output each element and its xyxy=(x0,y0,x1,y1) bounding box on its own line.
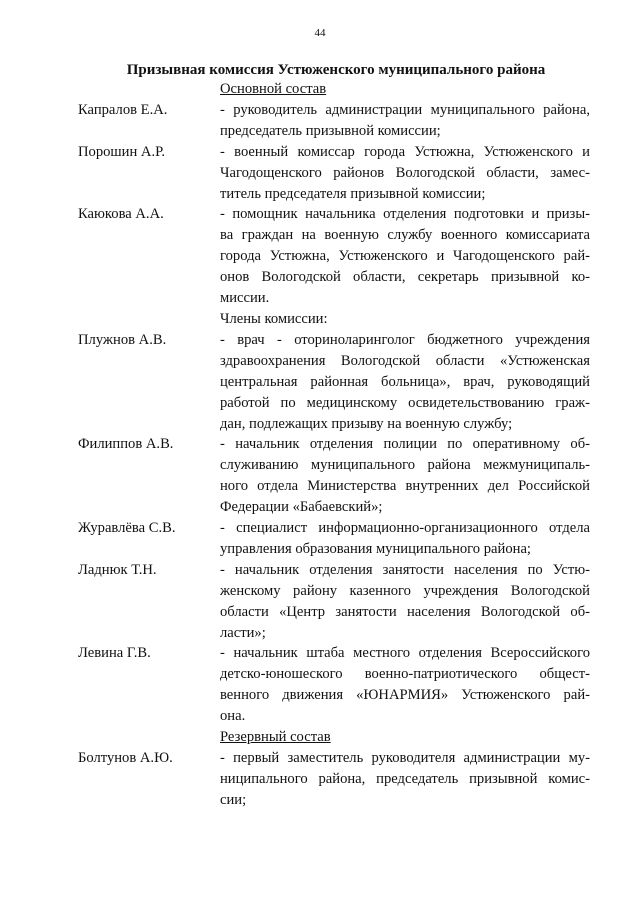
commission-member-row xyxy=(78,643,590,727)
member-role xyxy=(220,434,590,518)
member-role-line: ного отдела Министерства внутренних дел Российской xyxy=(220,478,590,495)
member-role-line: области «Центр занятости населения Вологодской об- xyxy=(220,603,590,620)
member-role-line: работой по медицинскому освидетельствованию граж- xyxy=(220,394,590,411)
member-role-line: миссии. xyxy=(220,290,270,307)
document-title: Призывная комиссия Устюженского муниципального района xyxy=(126,62,546,78)
member-role-line: она. xyxy=(220,708,246,725)
members-heading: Члены комиссии: xyxy=(220,310,328,327)
commission-member-row xyxy=(78,434,590,518)
member-name: Филиппов А.В. xyxy=(78,436,174,453)
member-role-line: сии; xyxy=(220,791,247,808)
member-role-line: председатель призывной комиссии; xyxy=(220,122,441,139)
commission-list xyxy=(78,79,590,811)
reserve-section-heading: Резервный состав xyxy=(220,729,331,746)
member-role xyxy=(220,560,590,644)
member-role-line: - специалист информационно-организационного отдела xyxy=(220,520,590,537)
member-role-line: - врач - оториноларинголог бюджетного учреждения xyxy=(220,331,590,348)
member-role-line: - руководитель администрации муниципального района, xyxy=(220,101,590,118)
member-name: Каюкова А.А. xyxy=(78,206,164,223)
commission-member-row xyxy=(78,142,590,205)
member-role xyxy=(220,643,590,727)
member-role xyxy=(220,330,590,435)
member-role-line: служиванию муниципального района межмуниципаль- xyxy=(220,457,590,474)
member-role-line: онов Вологодской области, секретарь призывной ко- xyxy=(220,269,590,286)
member-role-line: Чагодощенского районов Вологодской области, замес- xyxy=(220,164,590,181)
member-role-line: - начальник отделения занятости населения по Устю- xyxy=(220,561,590,578)
commission-member-row xyxy=(78,330,590,435)
commission-member-row xyxy=(78,560,590,644)
member-role-line: центральная районная больница», врач, руководящий xyxy=(220,373,590,390)
member-role xyxy=(220,142,590,205)
member-role-line: дан, подлежащих призыву на военную службу; xyxy=(220,415,513,432)
page-number: 44 xyxy=(314,27,326,39)
member-role xyxy=(220,100,590,142)
member-name: Плужнов А.В. xyxy=(78,331,167,348)
member-role-line: титель председателя призывной комиссии; xyxy=(220,185,486,202)
member-role-line: - первый заместитель руководителя администрации му- xyxy=(220,750,590,766)
member-role-line: - начальник отделения полиции по оперативному об- xyxy=(220,436,590,453)
member-role-line: - начальник штаба местного отделения Всероссийского xyxy=(220,645,590,662)
member-role-line: - военный комиссар города Устюжна, Устюженского и xyxy=(220,143,590,160)
main-section-heading: Основной состав xyxy=(220,81,327,97)
member-role-line: ниципального района, председатель призывной комис- xyxy=(220,770,590,787)
main-entries xyxy=(78,100,590,309)
commission-member-row xyxy=(78,518,590,560)
member-name: Левина Г.В. xyxy=(78,645,151,662)
member-role-line: Федерации «Бабаевский»; xyxy=(220,499,383,516)
member-role-line: ва граждан на военную службу военного комиссариата xyxy=(220,227,590,244)
commission-member-row xyxy=(78,204,590,309)
member-role-line: - помощник начальника отделения подготовки и призы- xyxy=(220,206,590,223)
member-role xyxy=(220,518,590,560)
commission-member-row xyxy=(78,748,590,811)
member-name: Журавлёва С.В. xyxy=(78,520,176,537)
reserve-entries xyxy=(78,748,590,811)
member-role-line: женскому району казенного учреждения Вологодской xyxy=(220,582,590,599)
member-role-line: здравоохранения Вологодской области «Устюженская xyxy=(220,352,590,369)
member-role-line: ласти»; xyxy=(220,624,266,641)
member-role-line: города Устюжна, Устюженского и Чагодощенского рай- xyxy=(220,248,590,265)
member-name: Болтунов А.Ю. xyxy=(78,750,173,766)
member-role-line: управления образования муниципального района; xyxy=(220,540,531,557)
member-role-line: детско-юношеского военно-патриотического общест- xyxy=(220,666,590,683)
commission-member-row xyxy=(78,100,590,142)
member-name: Ладнюк Т.Н. xyxy=(78,561,157,578)
member-name: Капралов Е.А. xyxy=(78,101,168,118)
member-role xyxy=(220,204,590,309)
member-name: Порошин А.Р. xyxy=(78,143,166,160)
member-role xyxy=(220,748,590,811)
member-entries xyxy=(78,330,590,727)
member-role-line: венного движения «ЮНАРМИЯ» Устюженского рай- xyxy=(220,687,590,704)
